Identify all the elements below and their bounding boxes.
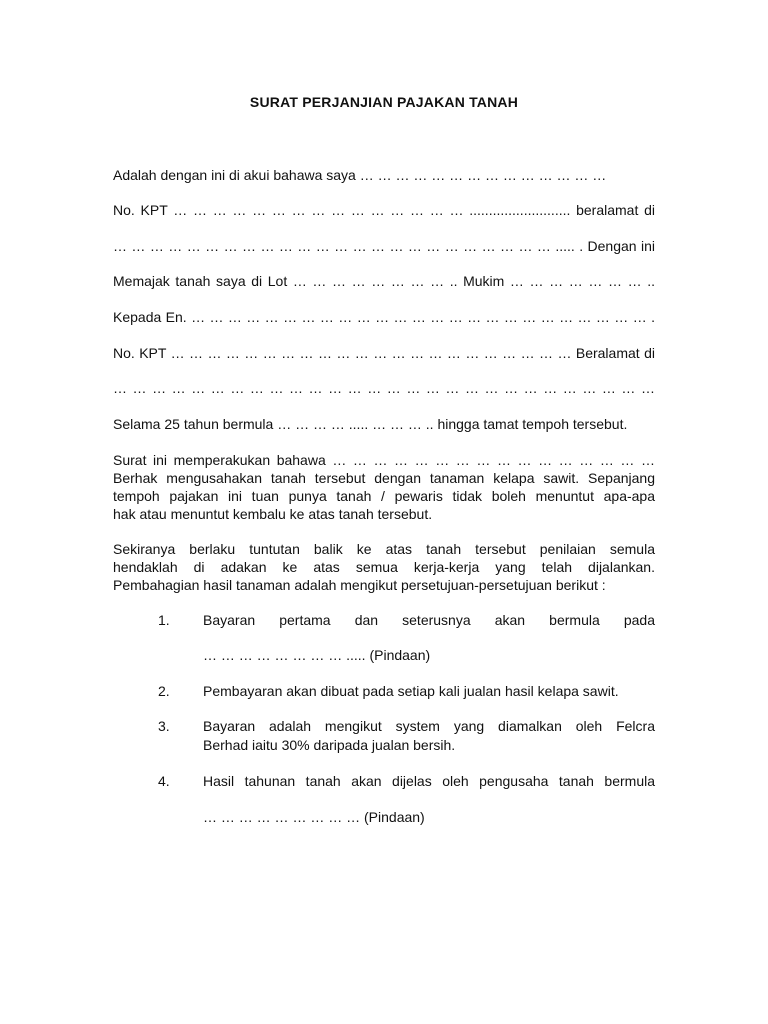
lessee-name-line: Kepada En. … … … … … … … … … … … … … … … … … … … … … … … … … . xyxy=(113,309,655,325)
paragraph-line: Pembahagian hasil tanaman adalah mengikut persetujuan-persetujuan berikut : xyxy=(113,577,606,593)
paragraph-line: Surat ini memperakukan bahawa … … … … … … … … … … … … … … … … xyxy=(113,452,655,468)
paragraph-line: Sekiranya berlaku tuntutan balik ke atas tanah tersebut penilaian semula xyxy=(113,541,655,557)
duration-line: Selama 25 tahun bermula … … … … ..... … … … .. hingga tamat tempoh tersebut. xyxy=(113,416,628,432)
list-item-text: Bayaran adalah mengikut system yang diamalkan oleh Felcra xyxy=(203,718,655,734)
paragraph-line: tempoh pajakan ini tuan punya tanah / pewaris tidak boleh menuntut apa-apa xyxy=(113,488,655,504)
list-item-number: 4. xyxy=(158,773,170,789)
list-item-number: 2. xyxy=(158,683,170,699)
list-item-text: Berhad iaitu 30% daripada jualan bersih. xyxy=(203,737,456,753)
kpt-line: No. KPT … … … … … … … … … … … … … … … .......................... beralamat di xyxy=(113,202,655,218)
list-item-blank: … … … … … … … … … (Pindaan) xyxy=(203,809,425,825)
paragraph-line: hendaklah di adakan ke atas semua kerja-kerja yang telah dijalankan. xyxy=(113,559,655,575)
rights-paragraph xyxy=(113,451,655,523)
declaration-line: Adalah dengan ini di akui bahawa saya … … … … … … … … … … … … … … xyxy=(113,167,607,183)
paragraph-line: hak atau menuntut kembalu ke atas tanah tersebut. xyxy=(113,506,433,522)
list-item-blank: … … … … … … … … ..... (Pindaan) xyxy=(203,647,431,663)
list-item-text: Pembayaran akan dibuat pada setiap kali jualan hasil kelapa sawit. xyxy=(203,683,619,699)
address-line: … … … … … … … … … … … … … … … … … … … … … … … … ..... . Dengan ini xyxy=(113,238,655,254)
claims-paragraph xyxy=(113,540,655,594)
lot-mukim-line: Memajak tanah saya di Lot … … … … … … … … .. Mukim … … … … … … … .. xyxy=(113,273,655,289)
list-item-number: 3. xyxy=(158,718,170,734)
list-item-text: Hasil tahunan tanah akan dijelas oleh pengusaha tanah bermula xyxy=(203,773,655,789)
document-title: SURAT PERJANJIAN PAJAKAN TANAH xyxy=(249,94,519,110)
list-item-number: 1. xyxy=(158,612,170,628)
lessee-kpt-line: No. KPT … … … … … … … … … … … … … … … … … … … … … … Beralamat di xyxy=(113,345,655,361)
lessee-address-line: … … … … … … … … … … … … … … … … … … … … … … … … … … … … xyxy=(113,380,655,396)
list-item-text: Bayaran pertama dan seterusnya akan bermula pada xyxy=(203,612,655,628)
paragraph-line: Berhak mengusahakan tanah tersebut dengan tanaman kelapa sawit. Sepanjang xyxy=(113,470,655,486)
